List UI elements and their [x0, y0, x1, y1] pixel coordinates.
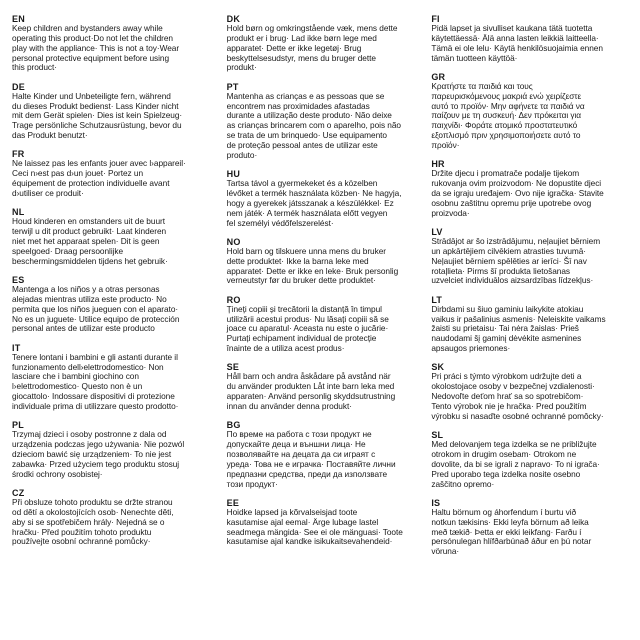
section-gr	[431, 72, 634, 151]
warning-text: Ne laissez pas les enfants jouer avec l›appareil· Ceci n›est pas d›un jouet· Portez un équipement de protection individuelle avant d›utiliser ce produit·	[12, 158, 186, 198]
warning-text: Pri práci s týmto výrobkom udržujte deti a okolostojace osoby v bezpečnej vzdialenosti· Nedovoľte deťom hrať sa so spotrebičom· Tento výrobok nie je hračka· Pred použitím výrobku si nasaďte osobné ochranné pomôcky·	[431, 371, 604, 421]
section-is	[431, 498, 634, 557]
warning-text: Med delovanjem tega izdelka se ne približujte otrokom in drugim osebam· Otrokom ne dovolite, da bi se igrali z napravo· To ni igrača· Pred uporabo tega izdelka nosite osebno zaščitno opremo·	[431, 439, 600, 489]
warning-text: Dirbdami su šiuo gaminiu laikykite atokiau vaikus ir pašalinius asmenis· Neleiskite vaikams žaisti su prietaisu· Tai nėra žaislas· Prieš naudodami šį gaminį dėvėkite asmenines apsaugos priemones·	[431, 303, 606, 354]
warning-text: Hold barn og tilskuere unna mens du bruker dette produktet· Ikke la barna leke med apparatet· Dette er ikke en leke· Bruk personlig verneutstyr før du bruker dette produktet·	[226, 245, 399, 286]
section-pl	[12, 420, 221, 479]
section-dk	[227, 14, 426, 73]
language-code: SL	[431, 430, 444, 441]
warning-text: Mantenga a los niños y a otras personas alejadas mientras utiliza este producto· No permita que los niños jueguen con el aparato· No es un juguete· Utilice equipo de protección personal antes de utilizar este producto	[12, 284, 180, 334]
section-es	[12, 275, 221, 334]
language-code: EE	[226, 497, 240, 508]
warning-text: Houd kinderen en omstanders uit de buurt terwijl u dit product gebruikt· Laat kinderen niet met het apparaat spelen· Dit is geen speelgoed· Draag persoonlijke beschermingsmiddelen tijdens het gebruik·	[12, 216, 168, 266]
section-no	[227, 237, 426, 286]
language-code: RO	[226, 294, 241, 305]
warning-text: Trzymaj dzieci i osoby postronne z dala od urządzenia podczas jego używania· Nie pozwól dzieciom bawić się urządzeniem· To nie jest zabawka· Przed użyciem tego produktu stosuj środki ochrony osobistej·	[12, 429, 185, 479]
language-code: GR	[431, 71, 446, 82]
section-se	[227, 362, 426, 411]
language-code: HR	[431, 159, 445, 170]
section-sk	[431, 362, 634, 421]
language-code: NO	[226, 236, 241, 247]
warning-text: Țineți copiii și trecătorii la distanță în timpul utilizării acestui produs· Nu lăsați copiii să se joace cu aparatul· Aceasta nu este o jucărie· Purtați echipament individual de protecție înainte de a utiliza acest produs·	[226, 303, 389, 354]
warning-text: Halte Kinder und Unbeteiligte fern, während du dieses Produkt bedienst· Lass Kinder nicht mit dem Gerät spielen· Dies ist kein Spielzeug· Trage persönliche Schutzausrüstung, bevor du das Produkt benutzt·	[12, 90, 183, 141]
section-it	[12, 343, 221, 412]
section-lv	[431, 227, 634, 286]
language-code: FI	[431, 14, 440, 24]
language-code: IT	[12, 342, 21, 353]
language-code: NL	[12, 207, 25, 218]
language-code: PL	[12, 420, 24, 431]
warning-text: Haltu börnum og áhorfendum í burtu við notkun tækisins· Ekki leyfa börnum að leika með tækið· Þetta er ekki leikfang· Farðu í persónulegan hlífðarbúnað áður en þú notar vöruna·	[431, 506, 592, 557]
warning-text: Tenere lontani i bambini e gli astanti durante il funzionamento dell›elettrodomestico· Non lasciare che i bambini giochino con l›elettrodomestico· Questo non è un giocattolo· Indossare dispositivi di protezione individuale prima di utilizzare questo prodotto·	[12, 351, 179, 411]
column-1	[12, 14, 221, 640]
section-fr	[12, 149, 221, 198]
warning-text: Hold børn og omkringstående væk, mens dette produkt er i brug· Lad ikke børn lege med apparatet· Dette er ikke legetøj· Brug beskyttelsesudstyr, mens du bruger dette produkt·	[226, 23, 398, 73]
warning-text: Håll barn och andra åskådare på avstånd när du använder produkten Låt inte barn leka med apparaten· Använd personlig skyddsutrustning innan du använder denna produkt·	[226, 371, 396, 411]
language-code: CZ	[12, 488, 25, 499]
section-hu	[227, 169, 426, 228]
section-en	[12, 14, 221, 73]
section-hr	[431, 159, 634, 218]
language-code: EN	[12, 14, 25, 24]
language-code: HU	[226, 169, 241, 180]
section-nl	[12, 207, 221, 266]
section-fi	[431, 14, 634, 63]
section-cz	[12, 488, 221, 547]
warning-text: Strādājot ar šo izstrādājumu, neļaujiet bērniem un apkārtējiem cilvēkiem atrasties tuvumā· Neļaujiet bērniem spēlēties ar ierīci· Šī nav rotaļlieta· Pirms šī produkta lietošanas uzvelciet individuālos aizsardzības līdzekļus·	[431, 236, 601, 286]
column-3	[431, 14, 634, 640]
language-code: LV	[431, 227, 443, 237]
section-ee	[227, 498, 426, 547]
column-2	[227, 14, 426, 640]
warning-text: Pidä lapset ja sivulliset kaukana tätä tuotetta käytettäessä· Älä anna lasten leikkiä laitteella· Tämä ei ole lelu· Käytä henkilösuojaimia ennen tämän tuotteen käyttöä·	[431, 23, 603, 63]
language-code: LT	[431, 294, 443, 305]
warning-text: Držite djecu i promatrače podalje tijekom rukovanja ovim proizvodom· Ne dopustite djeci da se igraju uređajem· Ovo nije igračka· Stavite osobnu zaštitnu opremu prije upotrebe ovog proizvoda·	[431, 168, 604, 218]
warning-text: Hoidke lapsed ja kõrvalseisjad toote kasutamise ajal eemal· Ärge lubage lastel seadmega mängida· See ei ole mänguasi· Toote kasutamise ajal kandke isikukaitsevahendeid·	[226, 506, 403, 547]
language-code: SE	[226, 362, 240, 373]
language-code: PT	[226, 81, 239, 92]
warning-text: Při obsluze tohoto produktu se držte stranou od dětí a okolostojících osob· Nenechte děti, aby si se spotřebičem hrály· Nejedná se o hračku· Před použitím tohoto produktu používejte osobní ochranné pomůcky·	[12, 497, 174, 547]
warning-text: Κρατήστε τα παιδιά και τους παρευρισκόμενους μακριά ενώ χειρίζεστε αυτό το προϊόν· Μην αφήνετε τα παιδιά να παίζουν με τη συσκευή· Δεν πρόκειται για παιχνίδι· Φοράτε ατομικό προστατευτικό εξοπλισμό πριν χρησιμοποιήσετε αυτό το προϊόν·	[431, 80, 585, 150]
language-code: FR	[12, 149, 25, 160]
section-bg	[227, 420, 426, 489]
section-de	[12, 82, 221, 141]
language-code: SK	[431, 362, 445, 373]
language-code: ES	[12, 275, 25, 286]
section-pt	[227, 82, 426, 161]
section-lt	[431, 295, 634, 354]
section-ro	[227, 295, 426, 354]
warning-text: По време на работа с този продукт не допускайте деца и външни лица· Не позволявайте на децата да си играят с уреда· Това не е играчка· Поставяйте лични предпазни средства, преди да използвате този продукт·	[226, 429, 396, 489]
warning-text: Mantenha as crianças e as pessoas que se encontrem nas proximidades afastadas durante a utilização deste produto· Não deixe as crianças brincarem com o aparelho, pois não se trata de um brinquedo· Use equipamento de proteção pessoal antes de utilizar este produto·	[226, 90, 402, 160]
language-code: BG	[226, 420, 241, 431]
language-code: DK	[226, 14, 241, 24]
language-code: DE	[12, 81, 25, 92]
warning-text: Tartsa távol a gyermekeket és a közelben lévőket a termék használata közben· Ne hagyja, hogy a gyerekek játsszanak a készülékkel· Ez nem játék· A termék használata előtt vegyen fel személyi védőfelszerelést·	[226, 178, 402, 228]
section-sl	[431, 430, 634, 489]
warning-text: Keep children and bystanders away while operating this product·Do not let the children play with the appliance· This is not a toy·Wear personal protective equipment before using this product·	[12, 23, 180, 73]
language-code: IS	[431, 497, 441, 508]
